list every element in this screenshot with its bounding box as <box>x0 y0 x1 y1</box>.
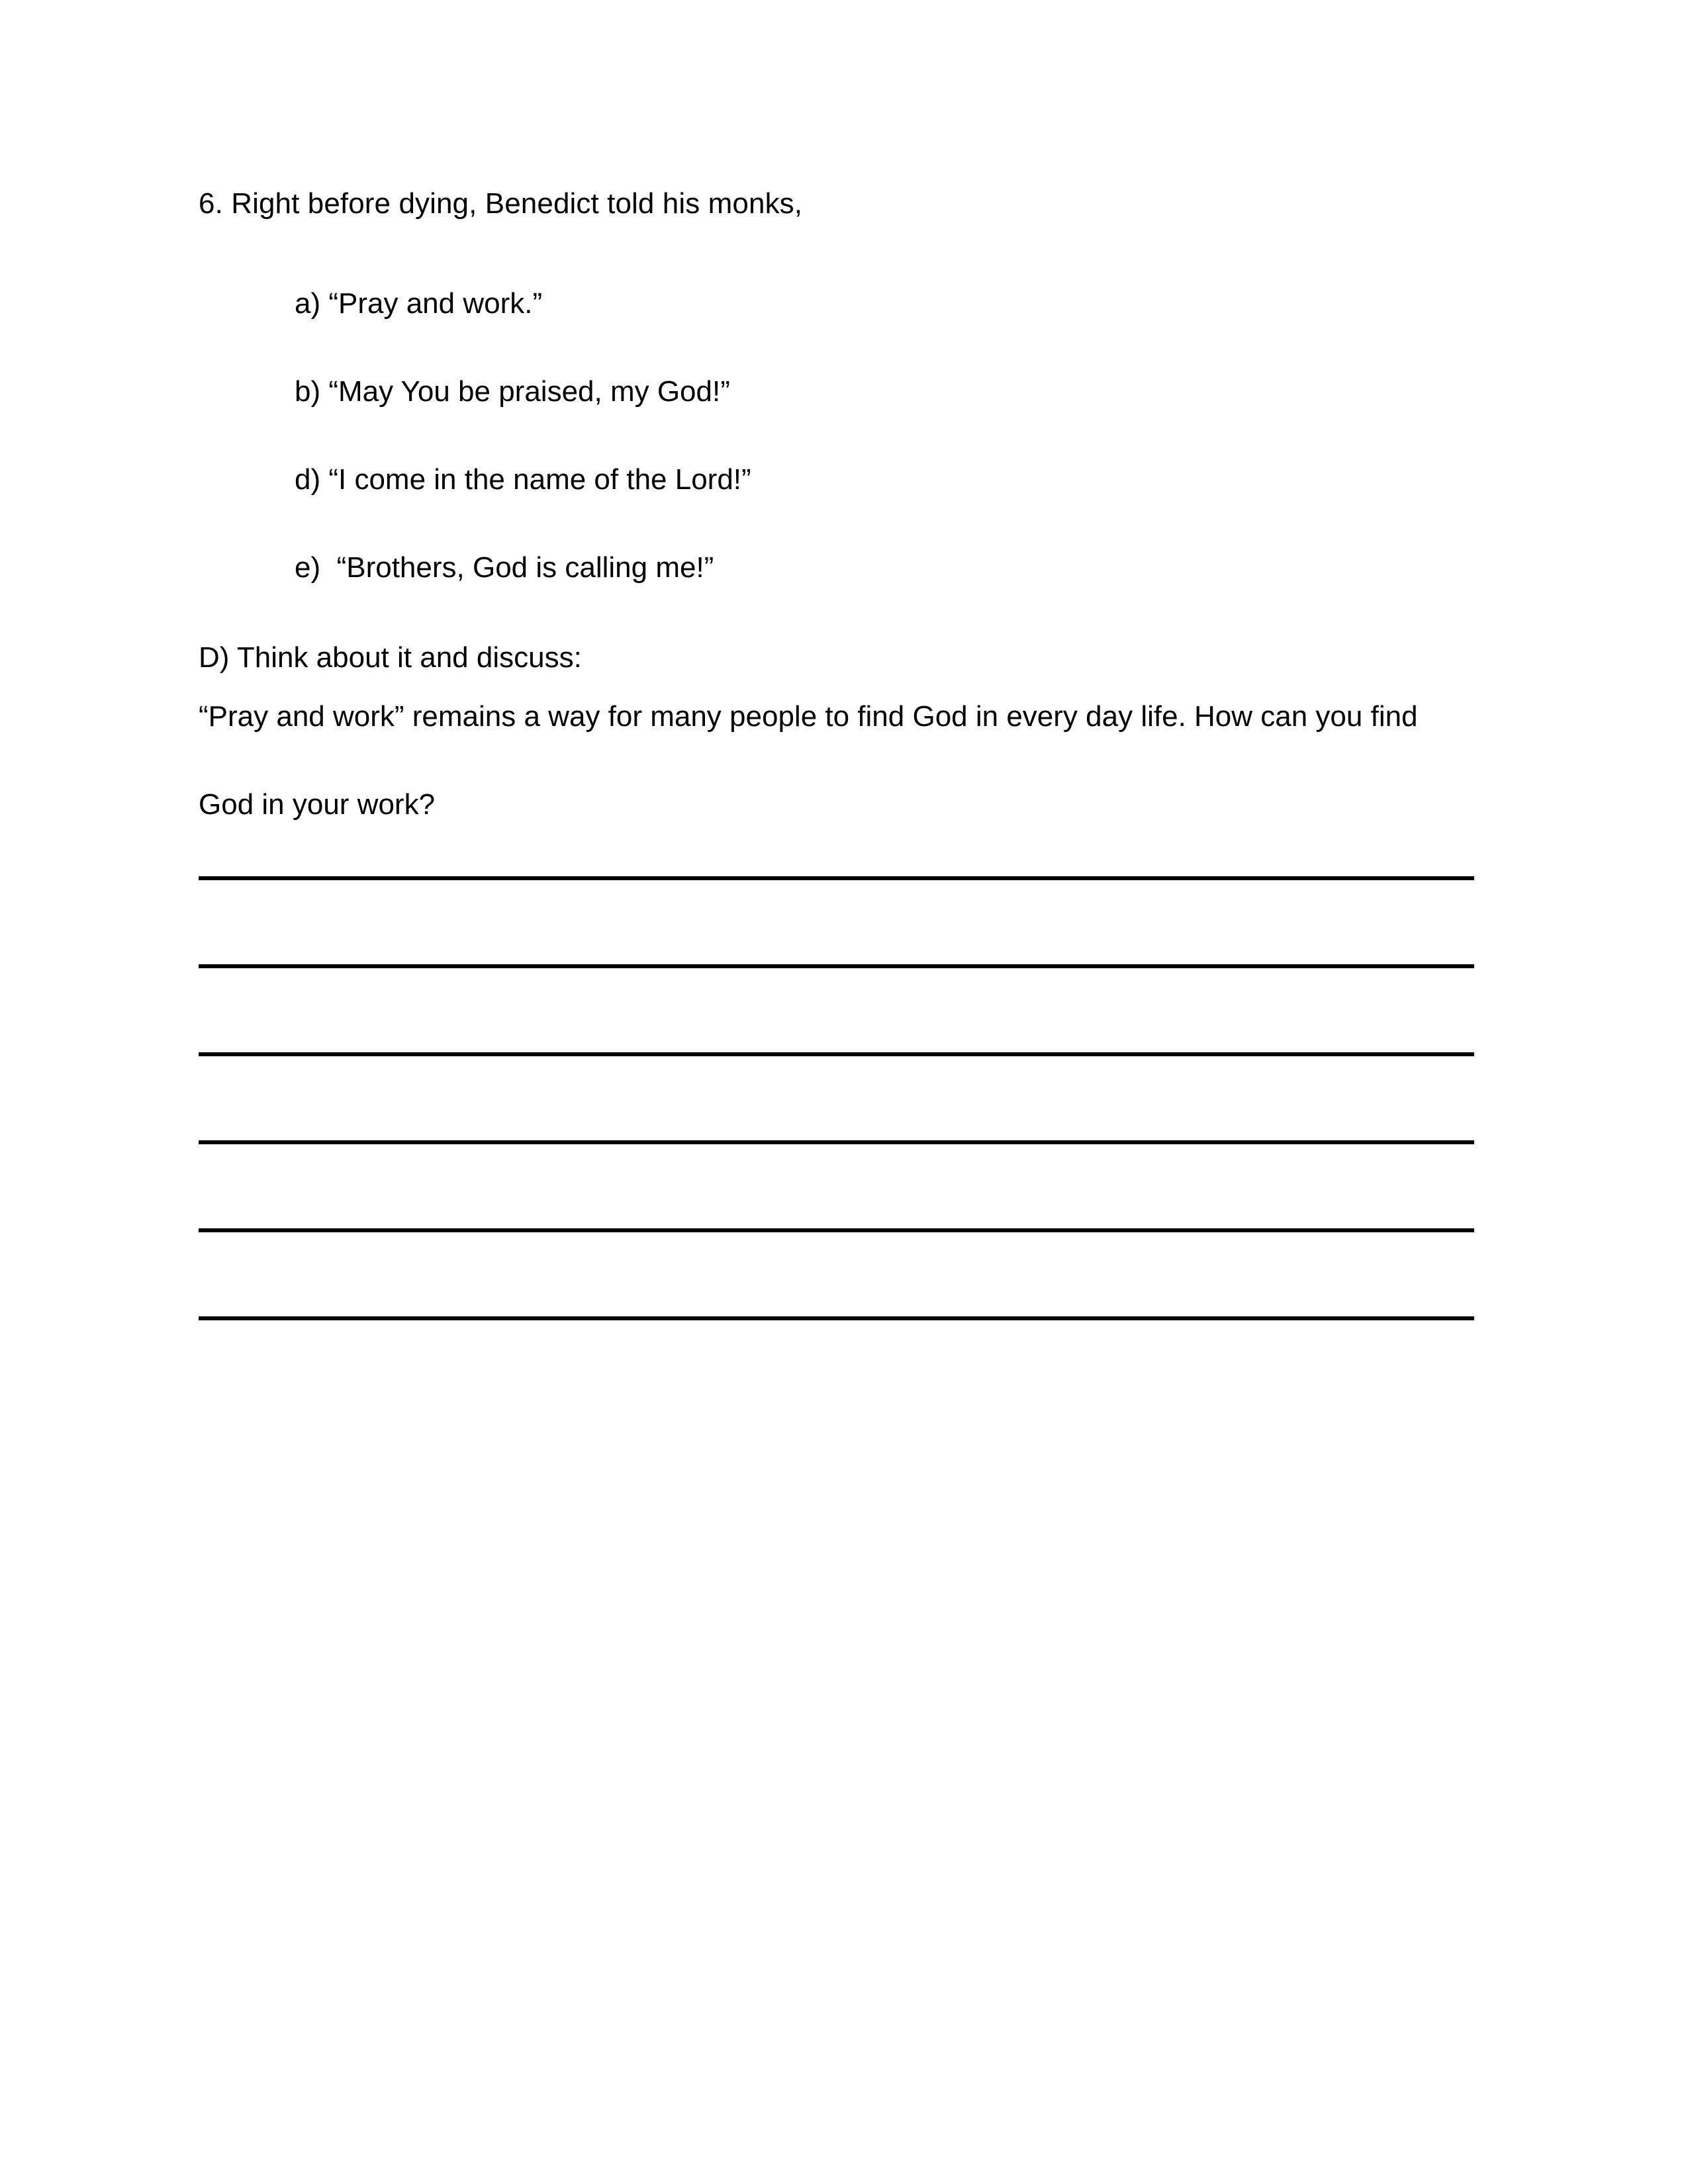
question-stem: 6. Right before dying, Benedict told his monks, <box>199 187 803 220</box>
answer-line[interactable] <box>199 876 1474 964</box>
discuss-section-heading: D) Think about it and discuss: <box>199 641 582 674</box>
option-d[interactable]: d) “I come in the name of the Lord!” <box>295 463 751 496</box>
option-a[interactable]: a) “Pray and work.” <box>295 287 543 320</box>
discuss-section <box>199 582 1470 848</box>
answer-line[interactable] <box>199 1140 1474 1228</box>
discuss-prompt-text: “Pray and work” remains a way for many people to find God in every day life. How can you find God in your work? <box>199 700 1418 821</box>
answer-lines-group <box>199 876 1474 1404</box>
answer-line[interactable] <box>199 1228 1474 1316</box>
answer-line[interactable] <box>199 964 1474 1052</box>
answer-line[interactable] <box>199 1052 1474 1140</box>
question-options-list <box>199 218 1470 582</box>
answer-line[interactable] <box>199 1316 1474 1404</box>
page-content <box>199 185 1470 1404</box>
option-b[interactable]: b) “May You be praised, my God!” <box>295 375 730 408</box>
option-e[interactable]: e) “Brothers, God is calling me!” <box>295 551 714 584</box>
